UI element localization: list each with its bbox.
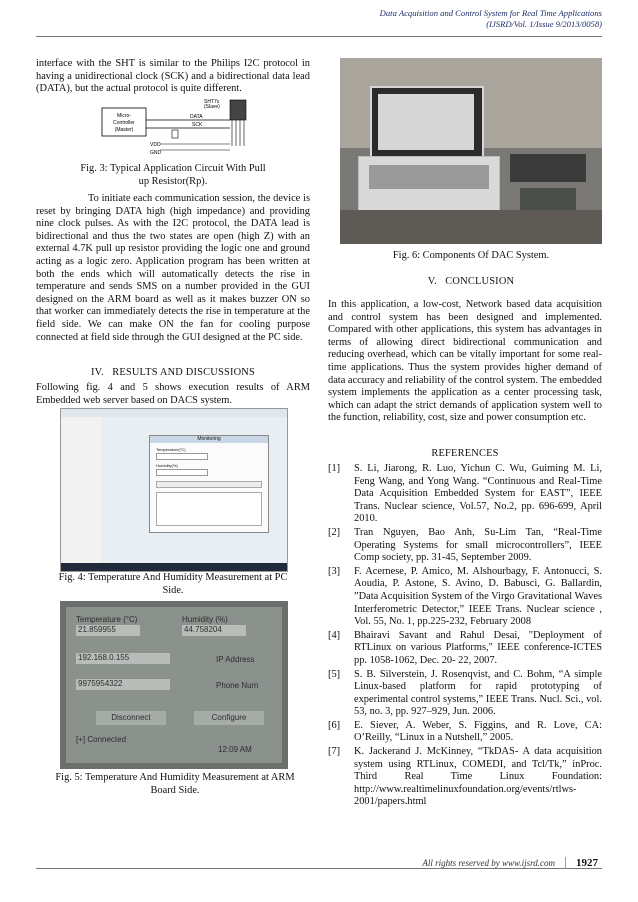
- reference-item: [328, 566, 602, 629]
- fig4-caption: Fig. 4: Temperature And Humidity Measurement at PC Side.: [58, 572, 288, 596]
- fig5-caption: Fig. 5: Temperature And Humidity Measurement at ARM Board Side.: [55, 772, 295, 796]
- reference-text: F. Acernese, P. Amico, M. Alshourbagy, F. Antonucci, S. Aoudia, P. Astone, S. Avino, D. Babusci, G. Ballardin, ”Data Acquisition System of the Virgo Gravitational Waves Interferometric Detector,” IEEE Trans. Nuclear science , Vol. 55, No. 1, pp.225-232, February 2008: [354, 565, 602, 628]
- footer: [422, 857, 598, 869]
- fig3-sensor-label: SHT7x: [204, 99, 220, 105]
- references-heading: REFERENCES: [431, 448, 499, 459]
- fig3-mcu-line2: Controller: [113, 120, 135, 126]
- fig3-gnd-label: GND: [150, 150, 162, 156]
- left-paragraph-3: Following fig. 4 and 5 shows execution results of ARM Embedded web server based on DACS system.: [36, 382, 310, 406]
- reference-item: [328, 463, 602, 526]
- section-5-heading: V. CONCLUSION: [427, 276, 515, 287]
- fig6-laptop-keyboard: [358, 156, 500, 212]
- fig4-titlebar: [61, 409, 287, 417]
- header-title: Data Acquisition and Control System for Real Time Applications: [379, 8, 602, 18]
- fig5-phone-value: 9975954322: [76, 679, 170, 690]
- fig3-circuit-svg: [100, 98, 256, 158]
- fig5-ip-value: 192.168.0.155: [76, 653, 170, 664]
- fig6-table: [340, 210, 602, 244]
- reference-number: [2]: [328, 526, 341, 538]
- left-paragraph-2: To initiate each communication session, the device is reset by bringing DATA high (high impedance) and providing nine clock pulses. As with the I2C protocol, the DATA lead is bidirectional and thus the two states are open (high Z) with an external 4.7K pull up resistor providing the logic one and ground acting as a logic zero. Application program has been written at both the ends which will automatically detects the rise in temperature and sends SMS on a number provided in the GUI designed on the ARM board as well as it makes buzzer ON so that worker can immediately detects the rise in temperature at the field side. We can make ON the fan for cooling purpose connected at field side through the GUI designed at the PC side.: [36, 193, 310, 343]
- fig6-photo: [340, 58, 602, 244]
- fig4-log-area: [156, 492, 262, 526]
- fig4-field2-label: Humidity(%): [156, 463, 178, 468]
- fig4-field1-input: [156, 453, 208, 460]
- fig5-ip-label: IP Address: [216, 655, 255, 664]
- fig3-vdd-label: VDD: [150, 142, 161, 148]
- fig4-sidebar: [61, 417, 102, 563]
- reference-item: [328, 669, 602, 719]
- reference-text: Tran Nguyen, Bao Anh, Su-Lim Tan, “Real-Time Operating Systems for small microcontrollers”, IEEE Comp society, pp. 31-45, September 2009.: [354, 526, 602, 564]
- reference-number: [7]: [328, 746, 341, 758]
- conclusion-paragraph: In this application, a low-cost, Network based data acquisition and control system has been designed and implemented. Compared with other applications, this system has advantages in terms of allowing direct bidirectional communication and reducing overhead, which can be vitally important for some real-time applications. Thus the system provides higher demand of data accuracy and reliability of the control system. The embedded system implements the application as a center processing task, which can adapt the strict demands of application system well to the function, reliability, cost, size and power consumption etc.: [328, 299, 602, 424]
- fig4-field1-label: Temperature(°C): [156, 447, 186, 452]
- fig5-photo: [60, 601, 288, 769]
- left-paragraph-1: interface with the SHT is similar to the Philips I2C protocol in having a unidirectional clock (SCK) and a bidirectional data lead (DATA), but the actual protocol is quite different.: [36, 58, 310, 95]
- fig6-laptop-screen: [370, 86, 484, 160]
- reference-text: K. Jackerand J. McKinney, “TkDAS- A data acquisition system using RTLinux, COMEDI, and Tcl/Tk,” inProc. Third Real Time Linux Foundation: http://www.realtimelinuxfoundation.org/events/rtlws-2001/papers.html: [354, 746, 602, 808]
- fig4-button-row: [156, 481, 262, 488]
- footer-rights: All rights reserved by www.ijsrd.com: [422, 858, 555, 868]
- header-rule: [36, 36, 602, 37]
- fig3-mcu-line3: (Master): [114, 127, 134, 133]
- fig6-arm-board: [510, 154, 586, 182]
- reference-number: [3]: [328, 565, 341, 577]
- reference-number: [6]: [328, 719, 341, 731]
- fig4-screenshot: [60, 408, 288, 572]
- fig5-disconnect-button[interactable]: Disconnect: [96, 711, 166, 725]
- reference-item: [328, 527, 602, 565]
- section-4-heading: IV. RESULTS AND DISCUSSIONS: [90, 367, 255, 378]
- reference-item: [328, 746, 602, 809]
- reference-text: S. B. Silverstein, J. Rosenqvist, and C. Bohm, “A simple Linux-based platform for rapid prototyping of experimental control systems,” IEEE Trans. Nucl. Sci., vol. 53, no. 3, pp. 927–929, Jun. 2006.: [354, 668, 602, 718]
- reference-item: [328, 720, 602, 745]
- fig5-temp-label: Temperature (°C): [76, 615, 138, 624]
- fig5-humidity-value: 44.758204: [182, 625, 246, 636]
- fig5-configure-button[interactable]: Configure: [194, 711, 264, 725]
- reference-item: [328, 630, 602, 668]
- reference-number: [4]: [328, 629, 341, 641]
- reference-text: S. Li, Jiarong, R. Luo, Yichun C. Wu, Guiming M. Li, Feng Wang, and Yong Wang. “Continuous and Real-Time Data Acquisition Embedded System for EAST”, IEEE Trans. Nuclear science, Vol.57, No.2, pp. 696-699, April 2010.: [354, 463, 602, 525]
- fig3-data-label: DATA: [190, 114, 203, 120]
- fig6-keys: [369, 165, 489, 189]
- header-journal: (IJSRD/Vol. 1/Issue 9/2013/0058): [486, 19, 602, 29]
- fig3-sck-label: SCK: [192, 122, 203, 128]
- reference-number: [5]: [328, 668, 341, 680]
- fig5-screen: [66, 607, 282, 763]
- page-number: 1927: [565, 857, 598, 869]
- reference-number: [1]: [328, 463, 341, 474]
- fig6-laptop-display: [378, 94, 474, 150]
- fig5-humidity-label: Humidity (%): [182, 615, 228, 624]
- fig4-dialog: [149, 435, 269, 533]
- fig5-temp-value: 21.859955: [76, 625, 140, 636]
- fig5-status: [+] Connected: [76, 735, 127, 744]
- fig3-slave-label: (Slave): [204, 104, 220, 110]
- fig5-phone-label: Phone Num: [216, 681, 259, 690]
- fig4-taskbar: [61, 563, 287, 571]
- fig3-caption: Fig. 3: Typical Application Circuit With Pull up Resistor(Rp).: [80, 163, 266, 187]
- fig6-caption: Fig. 6: Components Of DAC System.: [392, 250, 550, 261]
- running-header: [380, 8, 602, 30]
- reference-list: [328, 463, 602, 810]
- fig4-field2-input: [156, 469, 208, 476]
- reference-text: Bhairavi Savant and Rahul Desai, "Deployment of RTLinux on various Platforms," IEEE conference-ICTES pp. 1058-1062, Dec. 20- 22, 2007.: [354, 629, 602, 666]
- fig5-clock: 12:09 AM: [218, 745, 252, 754]
- fig3-circuit: [100, 98, 256, 158]
- reference-text: E. Siever, A. Weber, S. Figgins, and R. Love, CA: O’Reilly, “Linux in a Nutshell,” 2005.: [354, 719, 602, 744]
- fig4-dialog-title: Monitoring: [150, 436, 268, 443]
- fig3-mcu-line1: Micro-: [117, 113, 131, 119]
